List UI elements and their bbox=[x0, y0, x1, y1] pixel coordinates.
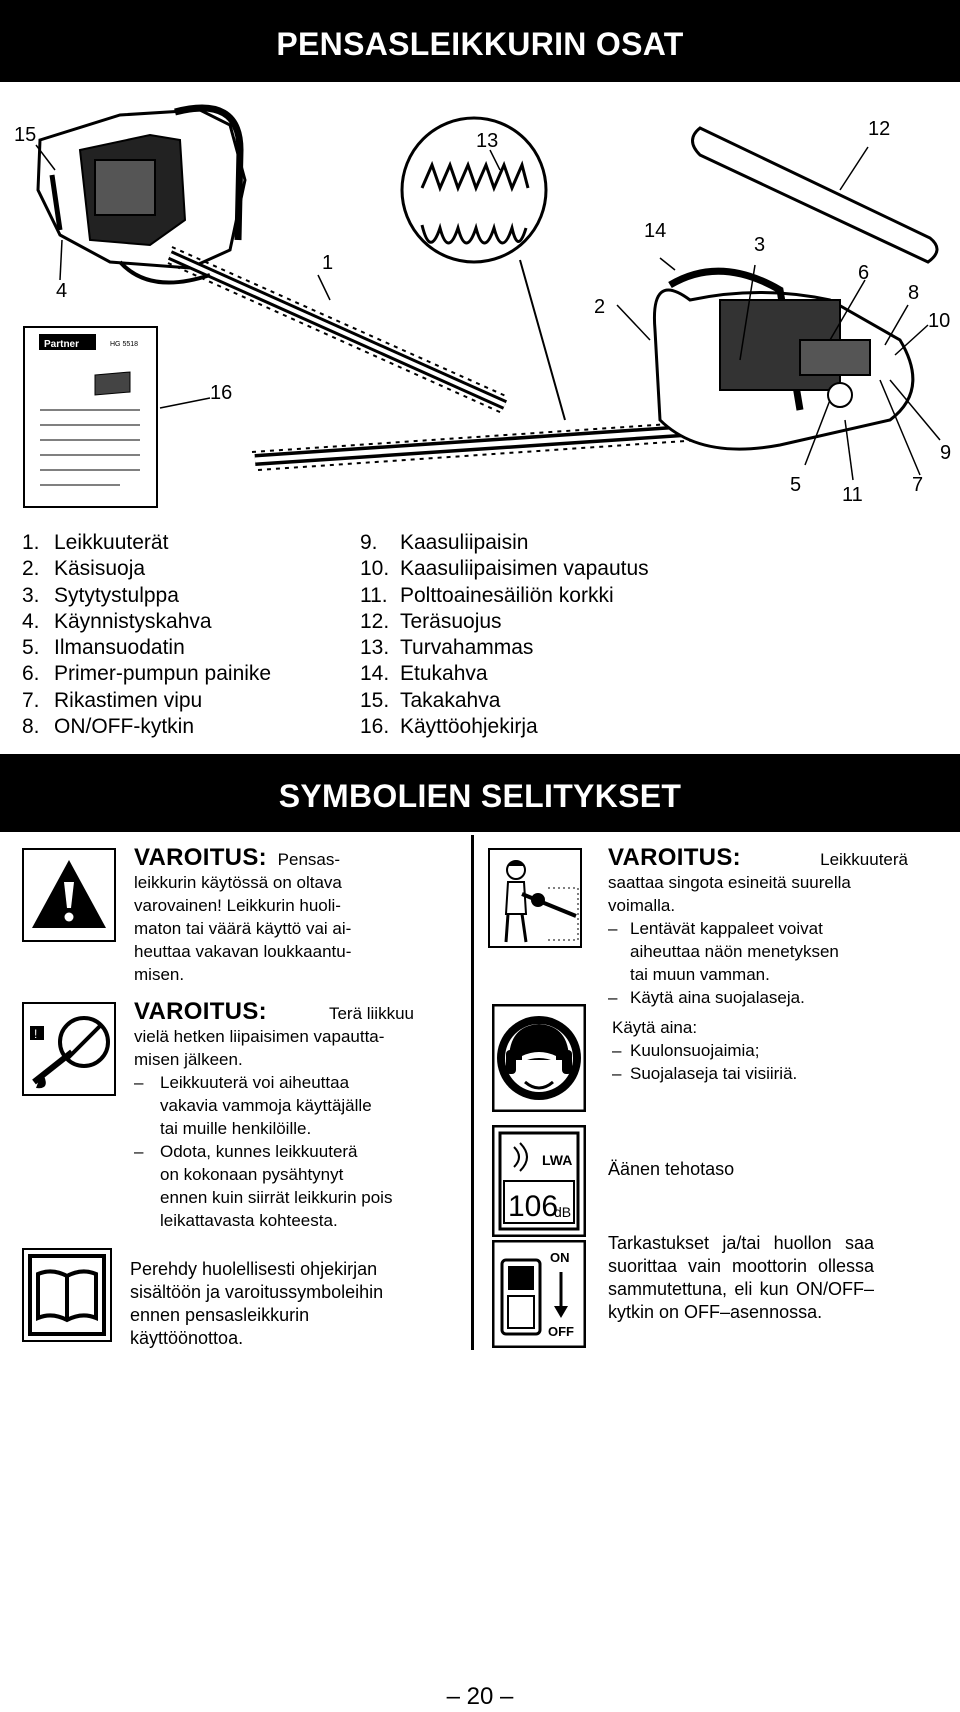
sound-power-text: Äänen tehotaso bbox=[608, 1159, 735, 1179]
lower-trimmer-illustration bbox=[252, 271, 913, 470]
column-divider bbox=[471, 835, 474, 1350]
warning-heading: VAROITUS: bbox=[608, 844, 741, 871]
callout-4: 4 bbox=[56, 280, 68, 302]
list-item: 3. Sytytystulppa bbox=[22, 583, 179, 607]
list-item: – Suojalaseja tai visiiriä. bbox=[612, 1064, 798, 1083]
manual-model: HG 5518 bbox=[110, 341, 139, 348]
list-item: – Kuulonsuojaimia; bbox=[612, 1041, 760, 1060]
svg-text:!: ! bbox=[34, 1027, 38, 1041]
callout-16: 16 bbox=[210, 382, 233, 404]
warning-blade-coasting: VAROITUS: Terä liikkuu vielä hetken liipaisimen vapautta- misen jälkeen. – Leikkuuterä voi aiheuttaa vakavia vammoja käyttäjälle tai muille henkilöille. – Odota, kunnes leikkuuterä on kokonaan pysähtynyt ennen kuin siirrät leikkurin pois leikattavasta kohteesta. bbox=[134, 1000, 454, 1232]
on-off-switch-icon bbox=[492, 1240, 586, 1348]
list-item: 1. Leikkuuterät bbox=[22, 531, 169, 554]
list-item: – Odota, kunnes leikkuuterä on kokonaan pysähtynyt ennen kuin siirrät leikkurin pois leikattavasta kohteesta. bbox=[134, 1142, 393, 1230]
list-item: 8. ON/OFF-kytkin bbox=[22, 715, 194, 739]
on-label: ON bbox=[550, 1250, 570, 1265]
blade-coasting-icon bbox=[22, 1002, 116, 1096]
sound-power-unit: dB bbox=[554, 1204, 572, 1220]
list-item: 11. Polttoainesäiliön korkki bbox=[360, 583, 614, 607]
parts-list-right bbox=[360, 530, 649, 740]
callout-3: 3 bbox=[754, 234, 766, 256]
warning-triangle-icon bbox=[22, 848, 116, 942]
callout-12: 12 bbox=[868, 118, 891, 140]
warning-heading: VAROITUS: bbox=[134, 998, 267, 1025]
sound-power-value: 106 bbox=[508, 1190, 559, 1223]
warning-careful-use: VAROITUS: Pensas- leikkurin käytössä on oltava varovainen! Leikkurin huoli- maton tai väärä käyttö vai ai- heuttaa vakavan loukkaantu- misen. bbox=[134, 844, 352, 984]
callout-15: 15 bbox=[14, 124, 37, 146]
blade-guard-illustration bbox=[693, 128, 938, 262]
list-item: 13. Turvahammas bbox=[360, 636, 534, 660]
list-item: 9. Kaasuliipaisin bbox=[360, 531, 529, 554]
protective-gear-text: Käytä aina: – Kuulonsuojaimia; – Suojalaseja tai visiiriä. bbox=[612, 1016, 912, 1085]
operator-trimming-icon bbox=[488, 848, 582, 948]
callout-5: 5 bbox=[790, 474, 802, 496]
page-title: PENSASLEIKKURIN OSAT bbox=[0, 0, 960, 82]
callout-8: 8 bbox=[908, 282, 920, 304]
list-item: 7. Rikastimen vipu bbox=[22, 688, 203, 712]
sound-power-label: LWA bbox=[542, 1152, 573, 1168]
callout-10: 10 bbox=[928, 310, 951, 332]
section-title: SYMBOLIEN SELITYKSET bbox=[0, 754, 960, 832]
warning-thrown-objects: VAROITUS: Leikkuuterä saattaa singota esineitä suurella voimalla. – Lentävät kappaleet voivat aiheuttaa näön menetyksen tai muun vamman. – Käytä aina suojalaseja. bbox=[608, 844, 908, 1007]
maintenance-text: Tarkastukset ja/tai huollon saa suorittaa vain moottorin ollessa sammutettuna, eli kun ON/OFF–kytkin on OFF–asennossa. bbox=[608, 1233, 874, 1322]
list-item: 4. Käynnistyskahva bbox=[22, 609, 212, 633]
manual-illustration bbox=[24, 327, 157, 507]
list-item: 2. Käsisuoja bbox=[22, 557, 146, 581]
manual-brand: Partner bbox=[44, 339, 80, 350]
parts-list-left bbox=[22, 530, 271, 740]
read-manual-icon bbox=[22, 1248, 112, 1342]
hedge-trimmer-diagram bbox=[0, 90, 960, 510]
list-item: 10. Kaasuliipaisimen vapautus bbox=[360, 557, 649, 581]
list-item: 14. Etukahva bbox=[360, 662, 488, 686]
list-item: 5. Ilmansuodatin bbox=[22, 636, 185, 660]
callout-13: 13 bbox=[476, 130, 499, 152]
list-item: 16. Käyttöohjekirja bbox=[360, 715, 538, 739]
callout-14: 14 bbox=[644, 220, 667, 242]
read-manual-text: Perehdy huolellisesti ohjekirjan sisältöön ja varoitussymboleihin ennen pensasleikkurin käyttöönottoa. bbox=[130, 1259, 384, 1348]
warning-heading: VAROITUS: bbox=[134, 844, 267, 871]
list-item: 6. Primer-pumpun painike bbox=[22, 662, 272, 686]
list-item: 12. Teräsuojus bbox=[360, 609, 502, 633]
list-item: – Käytä aina suojalaseja. bbox=[608, 988, 805, 1007]
callout-1: 1 bbox=[322, 252, 334, 274]
list-item: 15. Takakahva bbox=[360, 688, 501, 712]
callout-2: 2 bbox=[594, 296, 606, 318]
list-item: – Leikkuuterä voi aiheuttaa vakavia vammoja käyttäjälle tai muille henkilöille. bbox=[134, 1073, 372, 1138]
callout-11: 11 bbox=[842, 484, 863, 506]
sound-power-icon bbox=[492, 1125, 586, 1237]
callout-7: 7 bbox=[912, 474, 924, 496]
off-label: OFF bbox=[548, 1324, 574, 1339]
callout-6: 6 bbox=[858, 262, 870, 284]
ear-eye-protection-icon bbox=[492, 1004, 586, 1112]
list-item: – Lentävät kappaleet voivat aiheuttaa näön menetyksen tai muun vamman. bbox=[608, 919, 839, 984]
callout-9: 9 bbox=[940, 442, 952, 464]
page-number: – 20 – bbox=[446, 1683, 514, 1710]
